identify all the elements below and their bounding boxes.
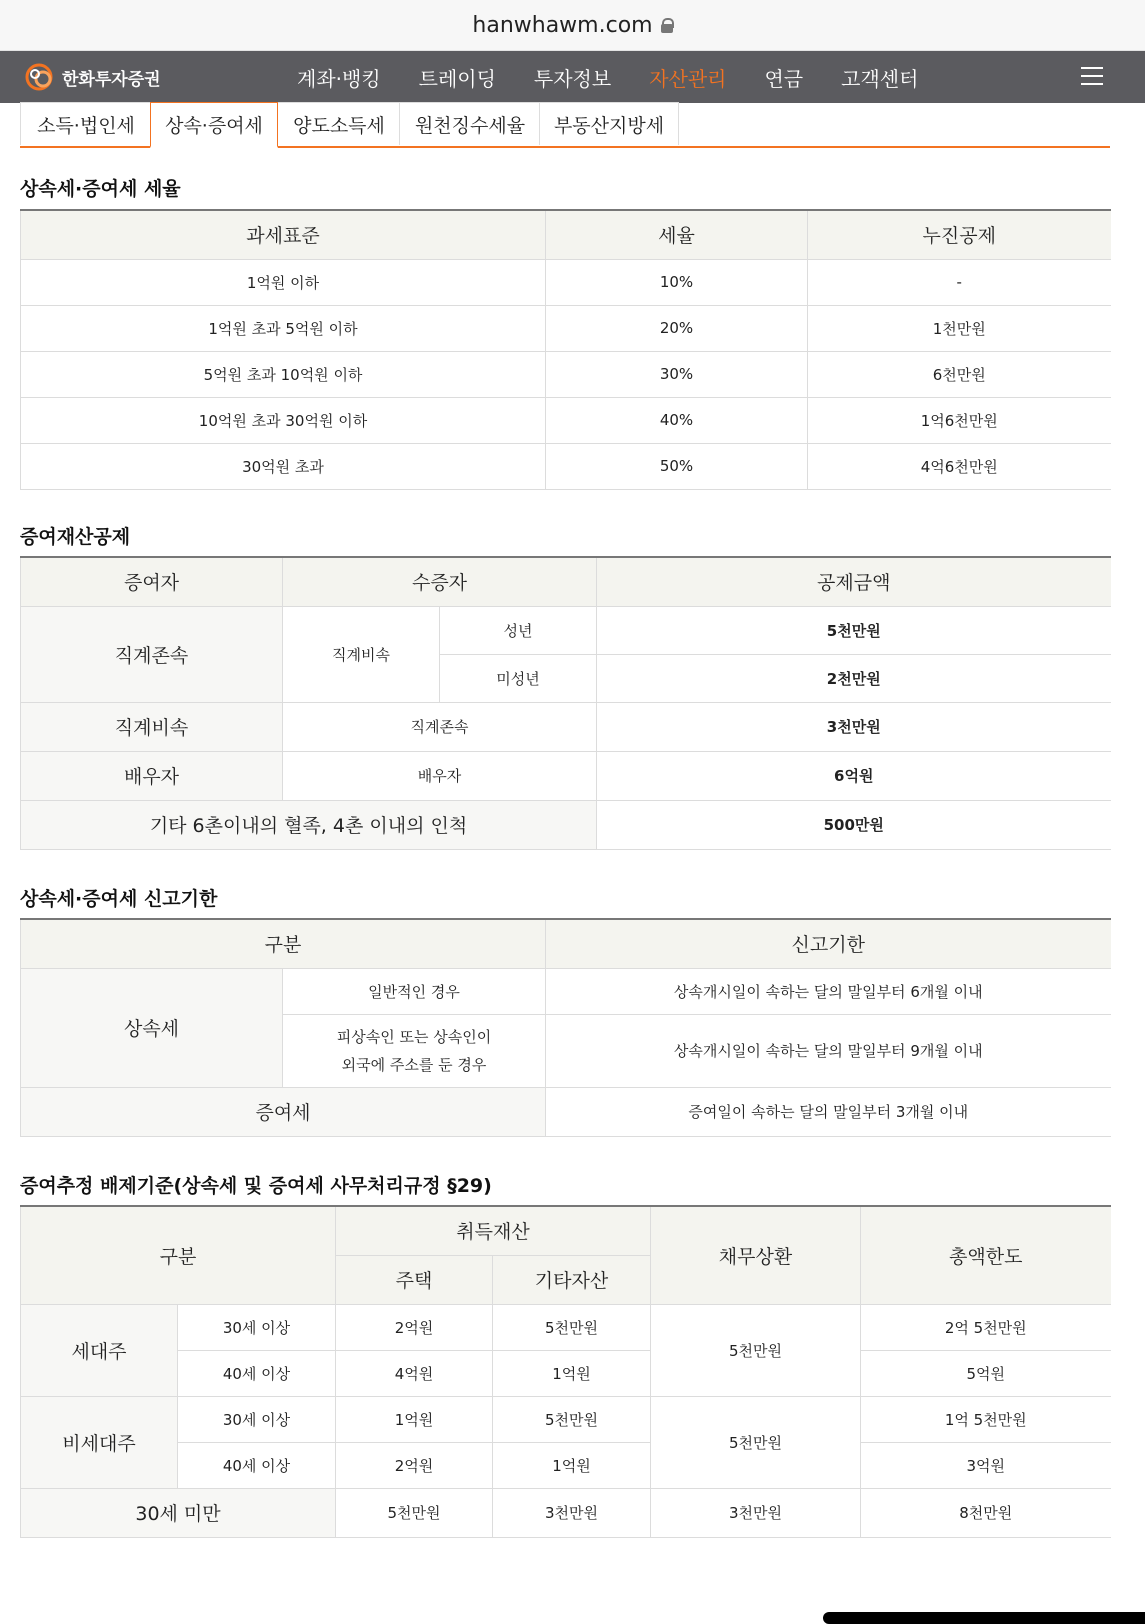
deadline-cell: 상속개시일이 속하는 달의 말일부터 6개월 이내 [546, 968, 1111, 1014]
header-recipient: 수증자 [283, 557, 597, 606]
menu-item-asset-management[interactable]: 자산관리 [649, 66, 727, 91]
table-row [21, 800, 1111, 849]
header-acquired-property: 취득재산 [336, 1206, 651, 1255]
case-line: 피상속인 또는 상속인이 [336, 1027, 492, 1046]
table-row [21, 1350, 1111, 1396]
amount-cell: 6억원 [597, 751, 1111, 800]
header-total-limit: 총액한도 [861, 1206, 1111, 1304]
deduction-cell: - [808, 259, 1111, 305]
tax-base-cell: 30억원 초과 [21, 443, 546, 489]
table-row [21, 1488, 1111, 1537]
section-title-gift-deduction: 증여재산공제 [20, 526, 131, 548]
age-cell: 40세 이상 [178, 1350, 336, 1396]
recipient-cell: 배우자 [283, 751, 597, 800]
recipient-sub-cell: 성년 [440, 606, 597, 654]
recipient-cell: 직계존속 [283, 702, 597, 751]
house-cell: 4억원 [336, 1350, 493, 1396]
table-row [21, 305, 1111, 351]
lock-icon [661, 18, 673, 32]
amount-cell: 500만원 [597, 800, 1111, 849]
tax-base-cell: 5억원 초과 10억원 이하 [21, 351, 546, 397]
header-debt-repayment: 채무상환 [651, 1206, 861, 1304]
header-deduction-amount: 공제금액 [597, 557, 1111, 606]
table-row [21, 351, 1111, 397]
table-row [21, 751, 1111, 800]
menu-item-customer-center[interactable]: 고객센터 [841, 66, 919, 91]
non-householder-cell: 비세대주 [21, 1396, 178, 1488]
table-row [21, 259, 1111, 305]
site-navbar [0, 51, 1145, 103]
case-cell: 일반적인 경우 [283, 968, 546, 1014]
deadline-cell: 증여일이 속하는 달의 말일부터 3개월 이내 [546, 1087, 1111, 1136]
browser-url-bar[interactable] [0, 0, 1145, 51]
main-menu [297, 51, 956, 103]
header-category: 구분 [21, 1206, 336, 1304]
hanwha-logo-icon [22, 60, 56, 94]
deduction-cell: 4억6천만원 [808, 443, 1111, 489]
recipient-cell: 직계비속 [283, 606, 440, 702]
house-cell: 2억원 [336, 1442, 493, 1488]
recipient-sub-cell: 미성년 [440, 654, 597, 702]
debt-cell: 5천만원 [651, 1304, 861, 1396]
total-cell: 1억 5천만원 [861, 1396, 1111, 1442]
table-row [21, 968, 1111, 1014]
table-row [21, 443, 1111, 489]
tax-rate-cell: 30% [546, 351, 808, 397]
other-asset-cell: 1억원 [493, 1442, 651, 1488]
tax-base-cell: 1억원 초과 5억원 이하 [21, 305, 546, 351]
amount-cell: 5천만원 [597, 606, 1111, 654]
header-category: 구분 [21, 919, 546, 968]
case-cell [283, 1014, 546, 1087]
tax-base-cell: 1억원 이하 [21, 259, 546, 305]
tab-real-estate-local-tax[interactable]: 부동산지방세 [539, 102, 679, 145]
tax-base-cell: 10억원 초과 30억원 이하 [21, 397, 546, 443]
householder-cell: 세대주 [21, 1304, 178, 1396]
total-cell: 2억 5천만원 [861, 1304, 1111, 1350]
total-cell: 8천만원 [861, 1488, 1111, 1537]
section-title-filing-deadline: 상속세·증여세 신고기한 [20, 888, 218, 910]
house-cell: 2억원 [336, 1304, 493, 1350]
header-tax-base: 과세표준 [21, 210, 546, 259]
under-30-cell: 30세 미만 [21, 1488, 336, 1537]
table-row [21, 1304, 1111, 1350]
header-progressive-deduction: 누진공제 [808, 210, 1111, 259]
age-cell: 30세 이상 [178, 1304, 336, 1350]
other-asset-cell: 5천만원 [493, 1304, 651, 1350]
tax-rate-cell: 10% [546, 259, 808, 305]
donor-cell: 직계비속 [21, 702, 283, 751]
other-asset-cell: 3천만원 [493, 1488, 651, 1537]
table-row [21, 1442, 1111, 1488]
brand-name: 한화투자증권 [62, 69, 161, 90]
amount-cell: 2천만원 [597, 654, 1111, 702]
debt-cell: 3천만원 [651, 1488, 861, 1537]
donor-cell: 직계존속 [21, 606, 283, 702]
tab-capital-gains-tax[interactable]: 양도소득세 [277, 102, 401, 145]
table-row [21, 606, 1111, 654]
donor-cell: 배우자 [21, 751, 283, 800]
house-cell: 1억원 [336, 1396, 493, 1442]
gift-tax-cell: 증여세 [21, 1087, 546, 1136]
tax-rate-cell: 50% [546, 443, 808, 489]
menu-item-pension[interactable]: 연금 [764, 66, 804, 91]
amount-cell: 3천만원 [597, 702, 1111, 751]
menu-item-trading[interactable]: 트레이딩 [418, 66, 496, 91]
exclusion-criteria-table [20, 1205, 1111, 1538]
other-asset-cell: 1억원 [493, 1350, 651, 1396]
age-cell: 30세 이상 [178, 1396, 336, 1442]
tax-rate-table [20, 209, 1111, 490]
table-row [21, 1396, 1111, 1442]
deduction-cell: 1억6천만원 [808, 397, 1111, 443]
brand-logo[interactable] [22, 60, 161, 94]
total-cell: 3억원 [861, 1442, 1111, 1488]
inheritance-tax-cell: 상속세 [21, 968, 283, 1087]
header-house: 주택 [336, 1255, 493, 1304]
header-donor: 증여자 [21, 557, 283, 606]
tax-subtabs [20, 102, 1110, 148]
other-relatives-cell: 기타 6촌이내의 혈족, 4촌 이내의 인척 [21, 800, 597, 849]
total-cell: 5억원 [861, 1350, 1111, 1396]
hamburger-menu-icon[interactable] [1081, 67, 1103, 85]
section-title-exclusion-criteria: 증여추정 배제기준(상속세 및 증여세 사무처리규정 §29) [20, 1175, 492, 1197]
table-row [21, 397, 1111, 443]
header-other-assets: 기타자산 [493, 1255, 651, 1304]
gift-deduction-table [20, 556, 1111, 850]
age-cell: 40세 이상 [178, 1442, 336, 1488]
tax-rate-cell: 20% [546, 305, 808, 351]
url-text[interactable]: hanwhawm.com [472, 12, 653, 38]
home-indicator [823, 1612, 1145, 1624]
case-line: 외국에 주소를 둔 경우 [341, 1055, 487, 1074]
tab-income-corporate-tax[interactable]: 소득·법인세 [20, 102, 152, 145]
table-row [21, 702, 1111, 751]
menu-item-account-banking[interactable]: 계좌·뱅킹 [297, 66, 381, 91]
debt-cell: 5천만원 [651, 1396, 861, 1488]
tab-inheritance-gift-tax[interactable]: 상속·증여세 [150, 102, 278, 148]
section-title-tax-rates: 상속세·증여세 세율 [20, 178, 181, 200]
deduction-cell: 1천만원 [808, 305, 1111, 351]
header-tax-rate: 세율 [546, 210, 808, 259]
other-asset-cell: 5천만원 [493, 1396, 651, 1442]
tab-withholding-tax-rate[interactable]: 원천징수세율 [399, 102, 541, 145]
house-cell: 5천만원 [336, 1488, 493, 1537]
menu-item-investment-info[interactable]: 투자정보 [533, 66, 612, 91]
header-deadline: 신고기한 [546, 919, 1111, 968]
deadline-cell: 상속개시일이 속하는 달의 말일부터 9개월 이내 [546, 1014, 1111, 1087]
filing-deadline-table [20, 918, 1111, 1137]
deduction-cell: 6천만원 [808, 351, 1111, 397]
table-row [21, 1087, 1111, 1136]
tax-rate-cell: 40% [546, 397, 808, 443]
